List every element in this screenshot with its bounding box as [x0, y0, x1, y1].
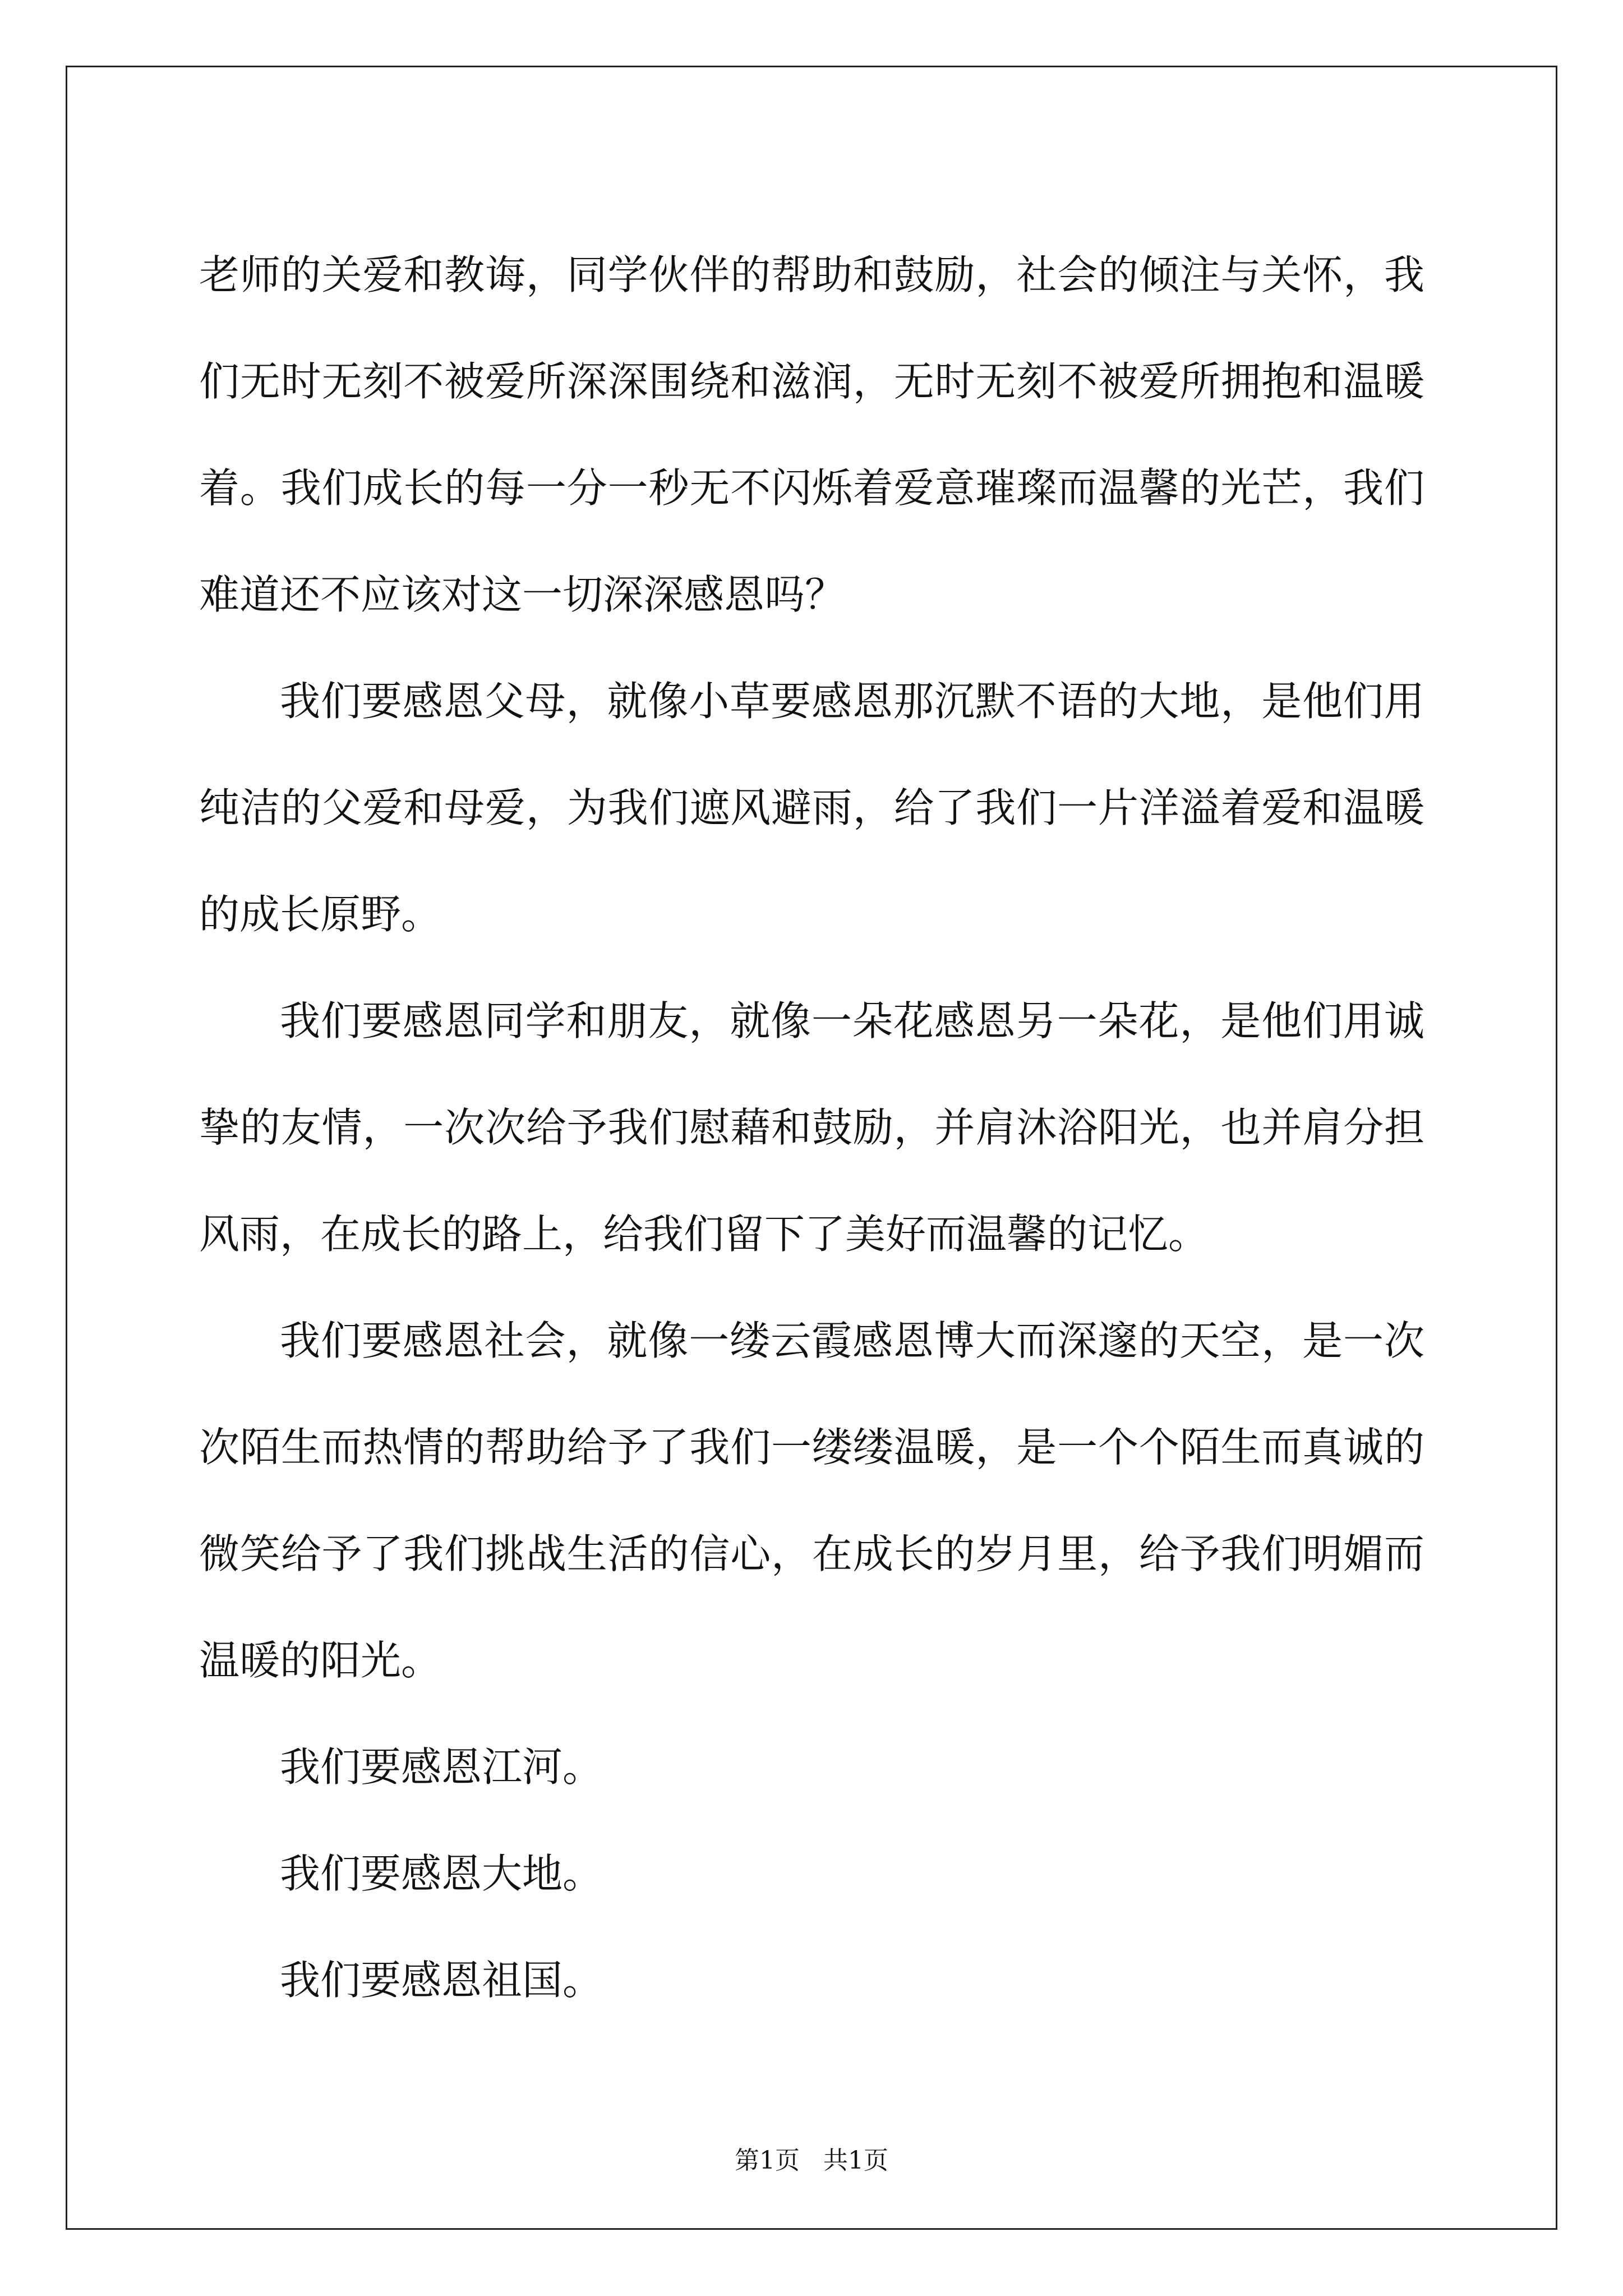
paragraph-3: 我们要感恩同学和朋友，就像一朵花感恩另一朵花，是他们用诚挚的友情，一次次给予我们慰藉和鼓励，并肩沐浴阳光，也并肩分担风雨，在成长的路上，给我们留下了美好而温馨的记忆。	[199, 997, 1424, 1258]
paragraph-4: 我们要感恩社会，就像一缕云霞感恩博大而深邃的天空，是一次次陌生而热情的帮助给予了我们一缕缕温暖，是一个个陌生而真诚的微笑给予了我们挑战生活的信心，在成长的岁月里，给予我们明媚而温暖的阳光。	[199, 1317, 1424, 1684]
document-body	[199, 222, 1424, 2033]
footer-spacer	[800, 2146, 823, 2175]
paragraph-7: 我们要感恩祖国。	[280, 1957, 603, 2004]
page-number: 第1页	[735, 2146, 800, 2175]
paragraph-6: 我们要感恩大地。	[280, 1850, 603, 1897]
paragraph-1: 老师的关爱和教诲，同学伙伴的帮助和鼓励，社会的倾注与关怀，我们无时无刻不被爱所深深围绕和滋润，无时无刻不被爱所拥抱和温暖着。我们成长的每一分一秒无不闪烁着爱意璀璨而温馨的光芒，我们难道还不应该对这一切深深感恩吗？	[199, 251, 1424, 618]
page-total: 共1页	[823, 2146, 888, 2175]
paragraph-2: 我们要感恩父母，就像小草要感恩那沉默不语的大地，是他们用纯洁的父爱和母爱，为我们遮风避雨，给了我们一片洋溢着爱和温暖的成长原野。	[199, 678, 1424, 938]
page-footer	[0, 2144, 1623, 2178]
paragraph-5: 我们要感恩江河。	[280, 1743, 603, 1791]
